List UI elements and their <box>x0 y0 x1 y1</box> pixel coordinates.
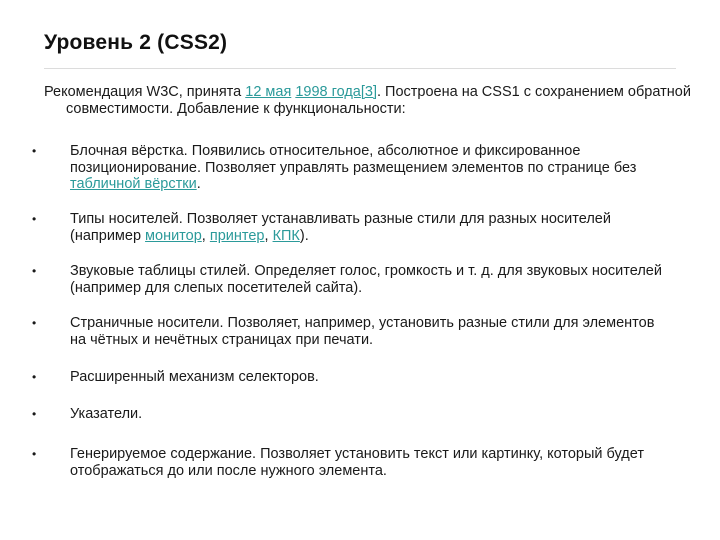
link-pda[interactable]: КПК <box>272 227 300 244</box>
list-item-text: Указатели. <box>70 406 143 422</box>
bullet-icon: • <box>32 370 37 384</box>
item-text-part: , <box>264 227 273 244</box>
intro-text-1: Рекомендация W3C, принята <box>44 84 246 100</box>
link-monitor[interactable]: монитор <box>145 227 202 244</box>
page-title: Уровень 2 (CSS2) <box>44 31 228 54</box>
item-text-part: , <box>201 227 210 244</box>
list-item-text: Расширенный механизм селекторов. <box>70 369 319 385</box>
link-1998-year[interactable]: 1998 года <box>295 84 361 100</box>
list-item-text: Звуковые таблицы стилей. Определяет голос, громкость и т. д. для звуковых носителей (например для слепых посетителей сайта). <box>70 263 662 296</box>
bullet-icon: • <box>32 144 37 158</box>
list-item-text <box>70 211 672 244</box>
bullet-icon: • <box>32 316 37 330</box>
item-text-part: . <box>196 176 201 192</box>
bullet-icon: • <box>32 447 37 461</box>
intro-text-2: . Построена на CSS1 с сохранением обратной совместимости. Добавление к функциональности: <box>66 84 691 117</box>
title-divider <box>44 68 676 69</box>
list-item-text: Страничные носители. Позволяет, например, установить разные стили для элементов на чётных и нечётных страницах при печати. <box>70 315 655 348</box>
item-text-part: ). <box>299 227 309 244</box>
item-text-part: Типы носителей. Позволяет устанавливать разные стили для разных носителей (например <box>70 211 611 244</box>
bullet-icon: • <box>32 212 37 226</box>
item-text-part: Блочная вёрстка. Появились относительное, абсолютное и фиксированное позиционирование. Позволяет управлять размещением элементов по странице без <box>70 143 637 176</box>
intro-paragraph <box>44 84 706 118</box>
list-item-text: Генерируемое содержание. Позволяет установить текст или картинку, который будет отображаться до или после нужного элемента. <box>70 446 644 479</box>
link-12-may[interactable]: 12 мая <box>245 84 292 100</box>
list-item-text <box>70 143 672 193</box>
link-table-layout[interactable]: табличной вёрстки <box>70 176 197 192</box>
link-reference-3[interactable]: [3] <box>360 84 377 100</box>
bullet-icon: • <box>32 264 37 278</box>
bullet-icon: • <box>32 407 37 421</box>
link-printer[interactable]: принтер <box>209 227 265 244</box>
